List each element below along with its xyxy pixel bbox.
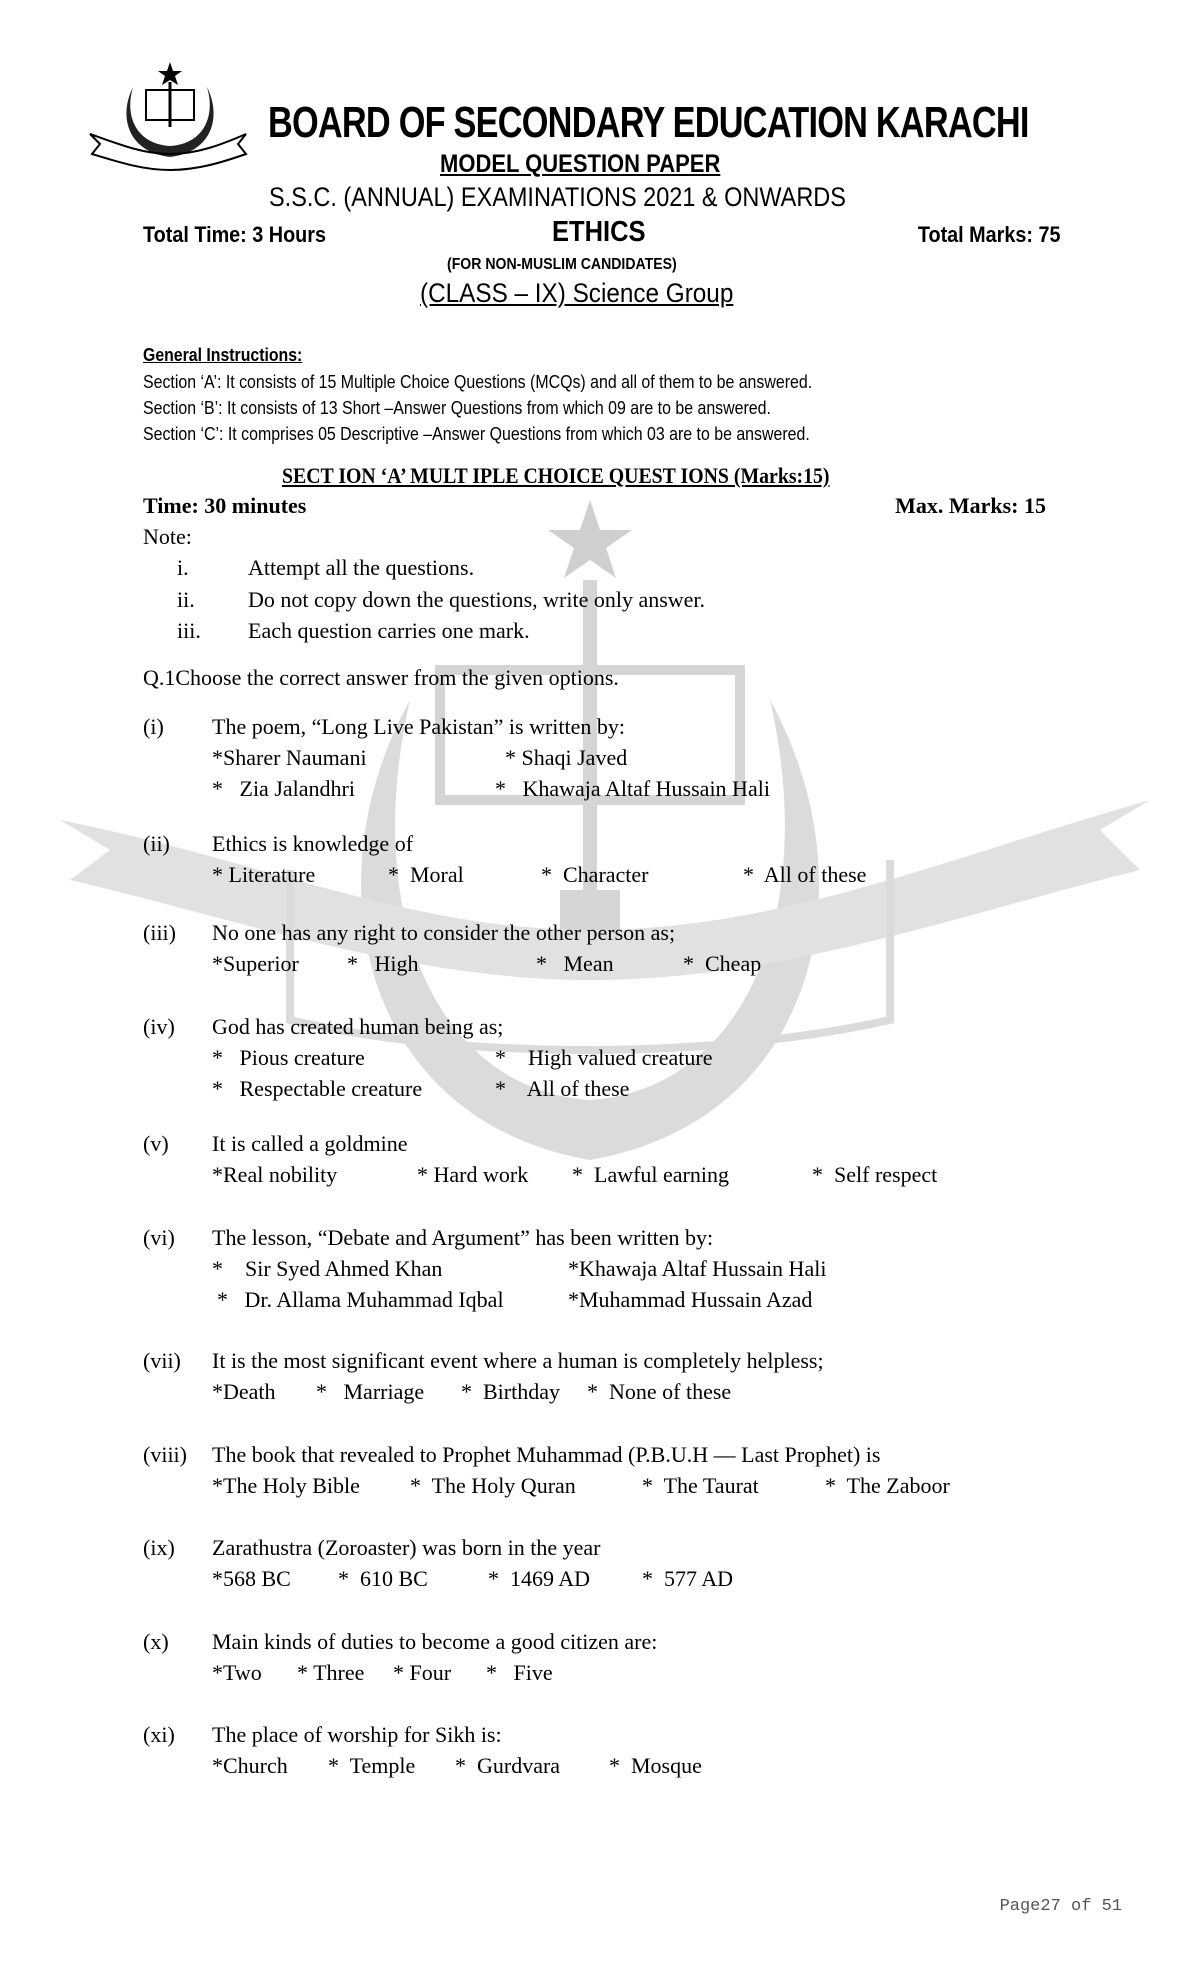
answer-option: *Sharer Naumani xyxy=(212,745,367,770)
question-number: (vii) xyxy=(143,1348,181,1373)
answer-option: * Four xyxy=(393,1660,452,1685)
answer-option: * 577 AD xyxy=(642,1566,734,1591)
question-text: Ethics is knowledge of xyxy=(212,831,414,856)
answer-option: * Mosque xyxy=(609,1753,702,1778)
answer-option: *Superior xyxy=(212,951,299,976)
answer-option: *Muhammad Hussain Azad xyxy=(568,1287,813,1312)
board-title: BOARD OF SECONDARY EDUCATION KARACHI xyxy=(268,98,1029,147)
question-number: (i) xyxy=(143,714,164,739)
subject-title: ETHICS xyxy=(552,216,646,248)
total-marks: Total Marks: 75 xyxy=(918,222,1061,247)
answer-option: * Three xyxy=(297,1660,365,1685)
answer-option: * The Zaboor xyxy=(825,1473,950,1498)
section-time: Time: 30 minutes xyxy=(143,493,307,518)
answer-option: * Hard work xyxy=(417,1162,529,1187)
question-text: It is called a goldmine xyxy=(212,1131,408,1156)
answer-option: *Death xyxy=(212,1379,276,1404)
note-number: iii. xyxy=(177,618,201,643)
answer-option: * Respectable creature xyxy=(212,1076,423,1101)
answer-option: * Gurdvara xyxy=(455,1753,561,1778)
board-logo xyxy=(88,62,248,180)
instruction-line: Section ‘C’: It comprises 05 Descriptive –Answer Questions from which 03 are to be answered. xyxy=(143,423,810,444)
question-number: (vi) xyxy=(143,1225,175,1250)
answer-option: * Character xyxy=(541,862,649,887)
answer-option: * High valued creature xyxy=(495,1045,713,1070)
answer-option: * 610 BC xyxy=(338,1566,428,1591)
answer-option: *Khawaja Altaf Hussain Hali xyxy=(568,1256,827,1281)
answer-option: *Real nobility xyxy=(212,1162,338,1187)
question-number: (iii) xyxy=(143,920,176,945)
answer-option: * Khawaja Altaf Hussain Hali xyxy=(495,776,770,801)
answer-option: * Lawful earning xyxy=(572,1162,729,1187)
answer-option: * Literature xyxy=(212,862,316,887)
instructions-heading: General Instructions: xyxy=(143,345,303,365)
exam-title: S.S.C. (ANNUAL) EXAMINATIONS 2021 & ONWARDS xyxy=(269,182,846,212)
answer-option: * Five xyxy=(486,1660,553,1685)
answer-option: * Sir Syed Ahmed Khan xyxy=(212,1256,443,1281)
class-group: (CLASS – IX) Science Group xyxy=(420,278,734,308)
candidates-note: (FOR NON-MUSLIM CANDIDATES) xyxy=(447,256,677,273)
answer-option: * Shaqi Javed xyxy=(505,745,628,770)
question-text: God has created human being as; xyxy=(212,1014,504,1039)
answer-option: * Dr. Allama Muhammad Iqbal xyxy=(217,1287,504,1312)
question-text: The book that revealed to Prophet Muhammad (P.B.U.H — Last Prophet) is xyxy=(212,1442,881,1467)
answer-option: * Cheap xyxy=(683,951,762,976)
instruction-line: Section ‘B’: It consists of 13 Short –Answer Questions from which 09 are to be answered. xyxy=(143,397,771,418)
note-label: Note: xyxy=(143,524,192,549)
answer-option: * The Holy Quran xyxy=(410,1473,576,1498)
question-text: The poem, “Long Live Pakistan” is written by: xyxy=(212,714,626,739)
section-max-marks: Max. Marks: 15 xyxy=(895,493,1046,518)
answer-option: * Birthday xyxy=(461,1379,560,1404)
answer-option: *Two xyxy=(212,1660,262,1685)
total-time: Total Time: 3 Hours xyxy=(143,222,326,247)
question-text: The lesson, “Debate and Argument” has been written by: xyxy=(212,1225,714,1250)
answer-option: * The Taurat xyxy=(642,1473,759,1498)
instruction-line: Section ‘A’: It consists of 15 Multiple Choice Questions (MCQs) and all of them to be answered. xyxy=(143,371,813,392)
paper-type: MODEL QUESTION PAPER xyxy=(440,150,721,178)
page-number: Page27 of 51 xyxy=(999,1897,1122,1916)
question-text: It is the most significant event where a human is completely helpless; xyxy=(212,1348,824,1373)
note-number: ii. xyxy=(177,587,195,612)
answer-option: * Pious creature xyxy=(212,1045,365,1070)
answer-option: * Moral xyxy=(388,862,464,887)
answer-option: * Marriage xyxy=(316,1379,425,1404)
answer-option: *The Holy Bible xyxy=(212,1473,360,1498)
question-number: (xi) xyxy=(143,1722,175,1747)
question-number: (ii) xyxy=(143,831,170,856)
answer-option: * All of these xyxy=(495,1076,630,1101)
question-text: No one has any right to consider the other person as; xyxy=(212,920,676,945)
question-number: (x) xyxy=(143,1629,169,1654)
answer-option: * Self respect xyxy=(812,1162,938,1187)
section-a-heading: SECT ION ‘A’ MULT IPLE CHOICE QUEST IONS (Marks:15) xyxy=(282,463,830,488)
question-number: (iv) xyxy=(143,1014,175,1039)
note-text: Each question carries one mark. xyxy=(248,618,530,643)
answer-option: * Zia Jalandhri xyxy=(212,776,355,801)
q1-instruction: Q.1Choose the correct answer from the given options. xyxy=(143,665,619,690)
answer-option: * Mean xyxy=(536,951,614,976)
question-text: The place of worship for Sikh is: xyxy=(212,1722,502,1747)
answer-option: * 1469 AD xyxy=(488,1566,591,1591)
answer-option: * None of these xyxy=(587,1379,732,1404)
question-text: Zarathustra (Zoroaster) was born in the year xyxy=(212,1535,601,1560)
question-number: (viii) xyxy=(143,1442,187,1467)
answer-option: * High xyxy=(347,951,419,976)
question-number: (ix) xyxy=(143,1535,175,1560)
answer-option: * All of these xyxy=(743,862,867,887)
question-number: (v) xyxy=(143,1131,169,1156)
note-text: Attempt all the questions. xyxy=(248,555,475,580)
answer-option: * Temple xyxy=(328,1753,416,1778)
question-text: Main kinds of duties to become a good citizen are: xyxy=(212,1629,658,1654)
note-number: i. xyxy=(177,555,189,580)
answer-option: *568 BC xyxy=(212,1566,291,1591)
answer-option: *Church xyxy=(212,1753,288,1778)
note-text: Do not copy down the questions, write only answer. xyxy=(248,587,706,612)
